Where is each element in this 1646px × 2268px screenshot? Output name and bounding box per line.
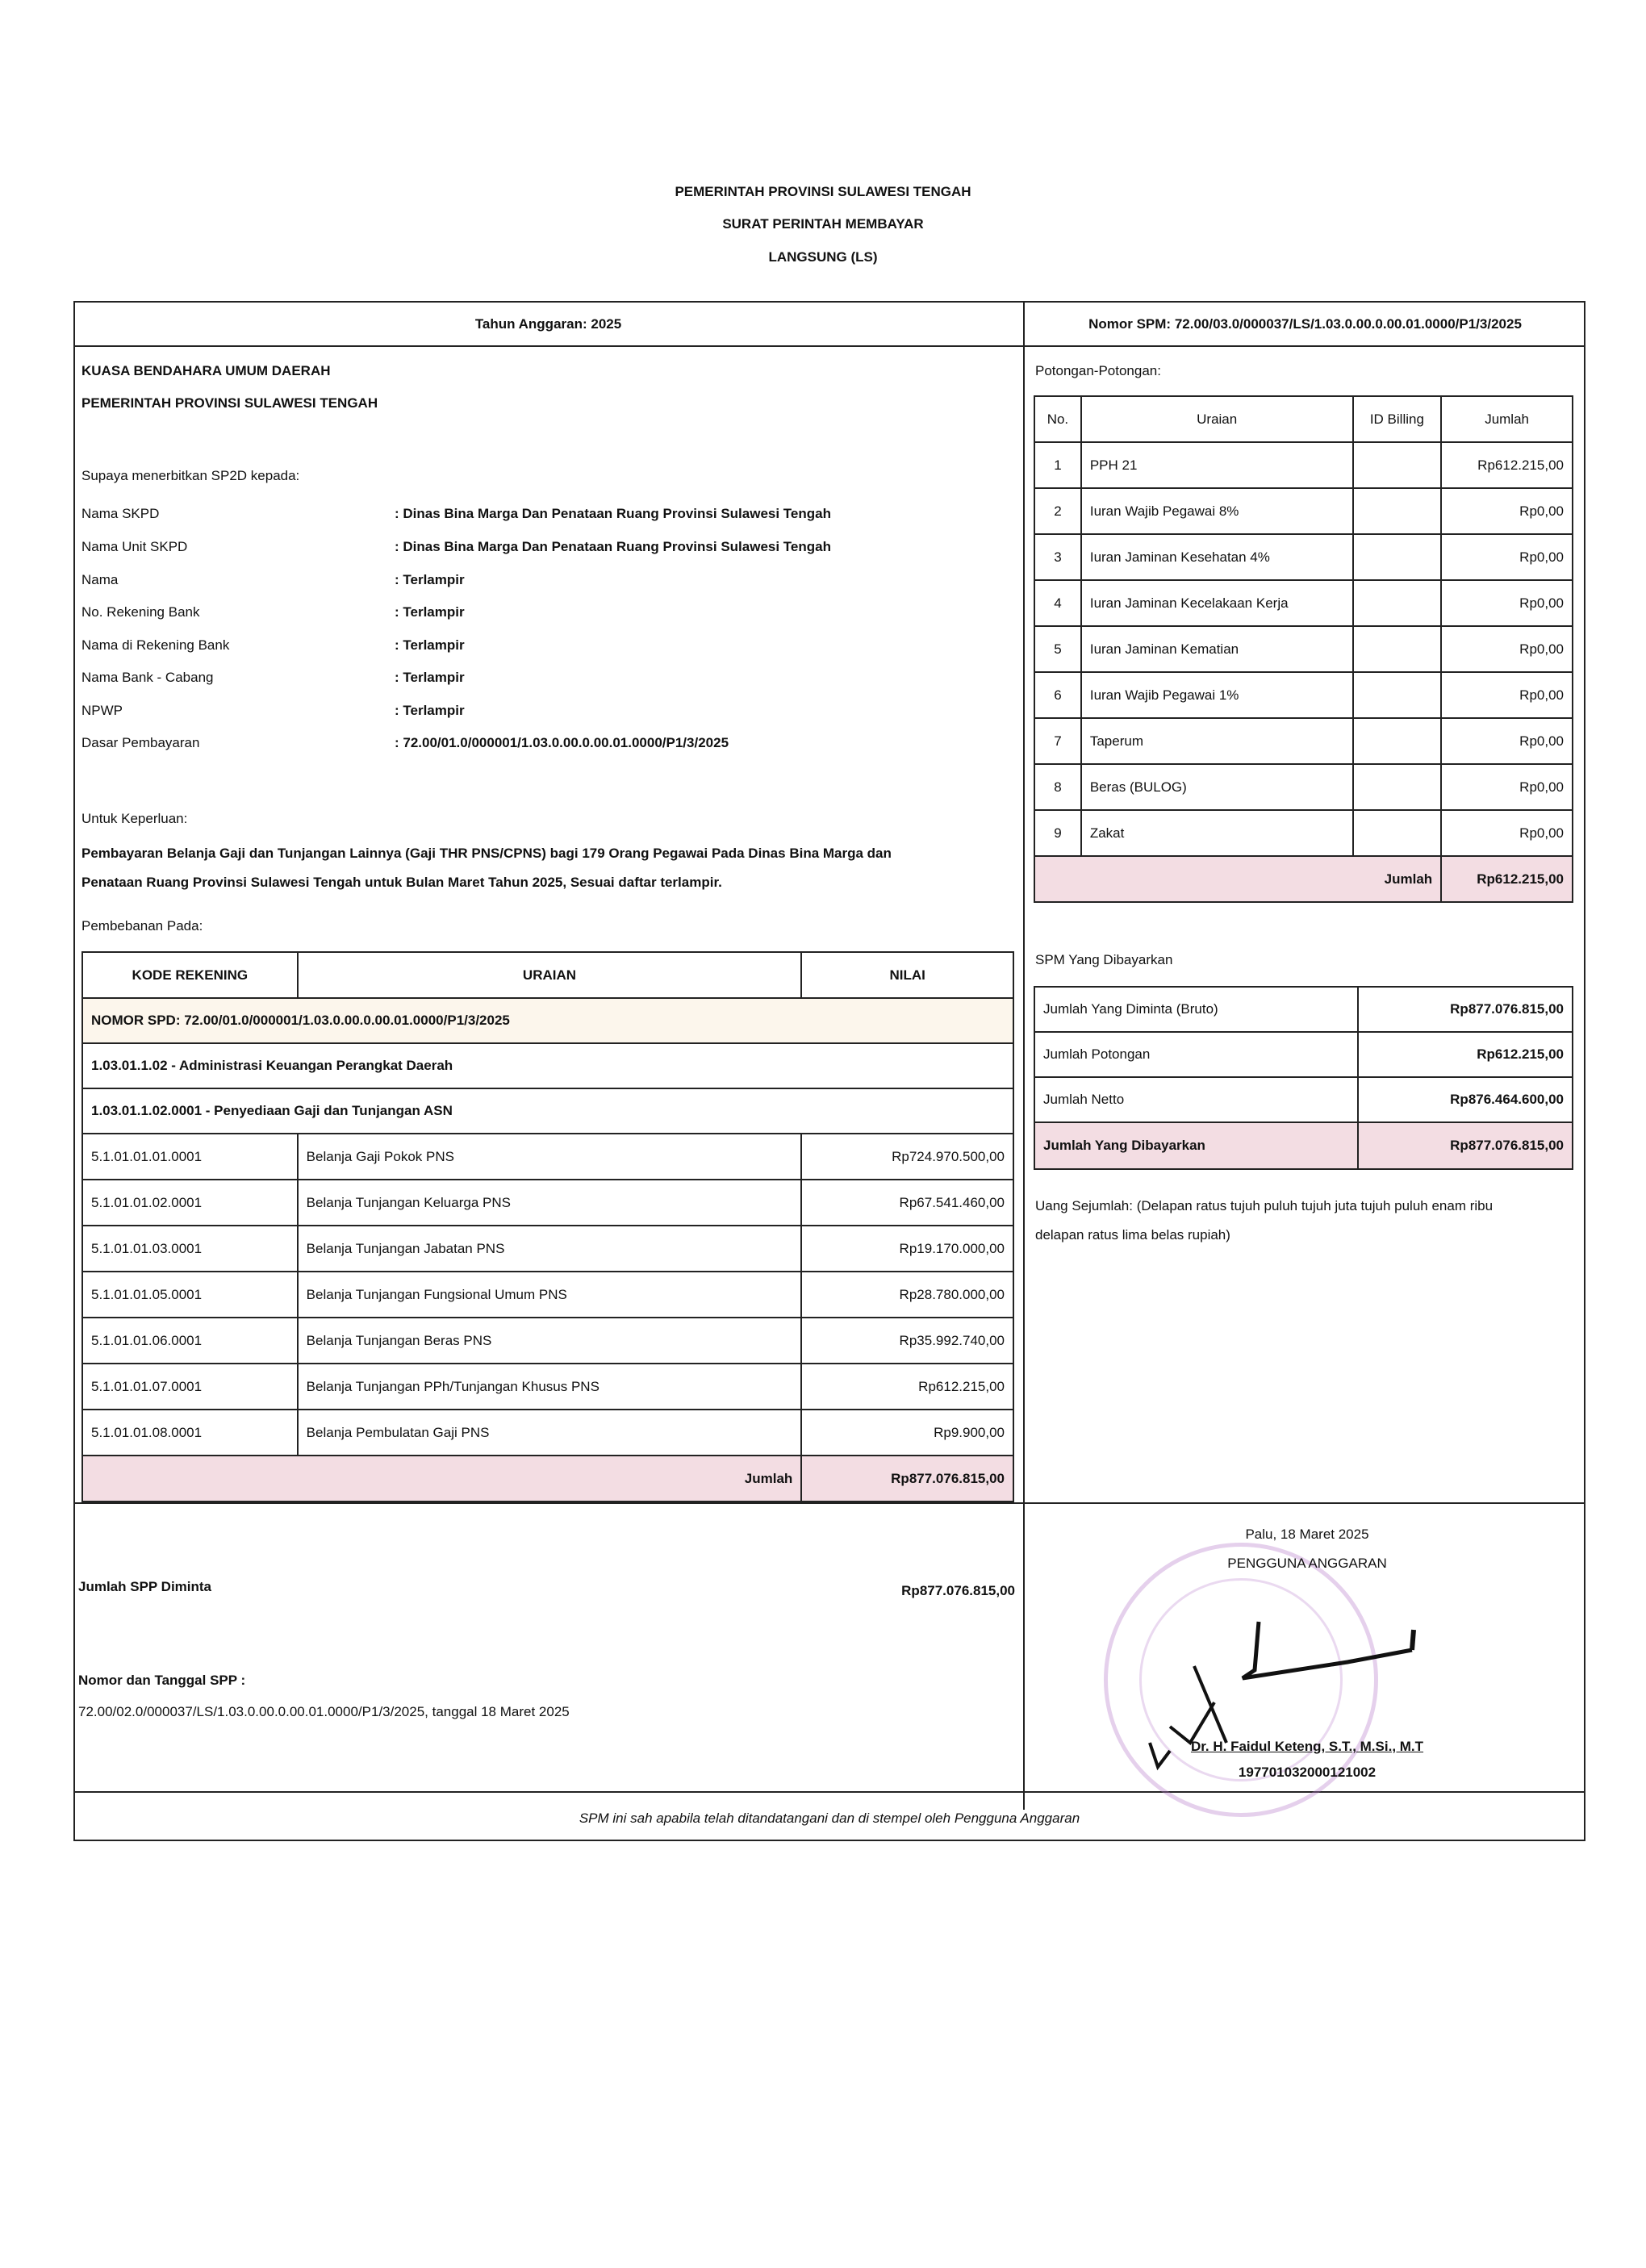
col-header-uraian: Uraian bbox=[1081, 396, 1353, 442]
terbilang-line1: (Delapan ratus tujuh puluh tujuh juta tujuh puluh enam ribu bbox=[1136, 1198, 1494, 1213]
pembebanan-table bbox=[81, 951, 1014, 1502]
row-jumlah: Rp0,00 bbox=[1441, 764, 1573, 810]
table-row bbox=[1034, 534, 1573, 580]
row-jumlah: Rp612.215,00 bbox=[1441, 442, 1573, 488]
col-header-uraian: URAIAN bbox=[298, 952, 802, 998]
table-row bbox=[1034, 580, 1573, 626]
row-jumlah: Rp0,00 bbox=[1441, 580, 1573, 626]
field-value: : Terlampir bbox=[395, 604, 465, 620]
nomor-spp-value: 72.00/02.0/000037/LS/1.03.0.00.0.00.01.0000/P1/3/2025, tanggal 18 Maret 2025 bbox=[78, 1704, 570, 1719]
netto-value: Rp876.464.600,00 bbox=[1358, 1077, 1573, 1122]
potongan-table bbox=[1034, 395, 1573, 903]
table-row bbox=[1034, 987, 1573, 1032]
kegiatan-row: 1.03.01.1.02.0001 - Penyediaan Gaji dan Tunjangan ASN bbox=[82, 1088, 1013, 1134]
field-value: : Terlampir bbox=[395, 572, 465, 587]
keperluan-line1: Pembayaran Belanja Gaji dan Tunjangan Lainnya (Gaji THR PNS/CPNS) bagi 179 Orang Pegawai Pada Dinas Bina Marga dan bbox=[81, 846, 892, 861]
table-row bbox=[82, 1226, 1013, 1272]
row-billing bbox=[1353, 718, 1442, 764]
table-row bbox=[82, 1272, 1013, 1318]
table-row bbox=[1034, 442, 1573, 488]
row-uraian: Beras (BULOG) bbox=[1081, 764, 1353, 810]
terbilang-line2: delapan ratus lima belas rupiah) bbox=[1035, 1227, 1230, 1243]
field-label: Nama bbox=[81, 572, 119, 587]
sign-nip: 197701032000121002 bbox=[1238, 1765, 1377, 1780]
table-row bbox=[1034, 1032, 1573, 1077]
nomor-spm: Nomor SPM: 72.00/03.0/000037/LS/1.03.0.00.0.00.01.0000/P1/3/2025 bbox=[1088, 316, 1522, 332]
table-row bbox=[82, 1410, 1013, 1456]
sign-place-date: Palu, 18 Maret 2025 bbox=[1245, 1527, 1369, 1542]
row-uraian: Iuran Wajib Pegawai 8% bbox=[1081, 488, 1353, 534]
potongan-sum-label: Jumlah Potongan bbox=[1034, 1032, 1358, 1077]
row-nilai: Rp724.970.500,00 bbox=[801, 1134, 1013, 1180]
terbilang-block bbox=[1035, 1198, 1493, 1214]
sp2d-intro: Supaya menerbitkan SP2D kepada: bbox=[81, 468, 300, 483]
field-label: No. Rekening Bank bbox=[81, 604, 200, 620]
row-kode: 5.1.01.01.05.0001 bbox=[82, 1272, 298, 1318]
col-header-no: No. bbox=[1034, 396, 1081, 442]
potongan-total-label: Jumlah bbox=[1034, 856, 1441, 902]
row-uraian: Belanja Tunjangan PPh/Tunjangan Khusus PNS bbox=[298, 1364, 802, 1410]
row-uraian: Belanja Pembulatan Gaji PNS bbox=[298, 1410, 802, 1456]
row-no: 1 bbox=[1034, 442, 1081, 488]
row-uraian: Zakat bbox=[1081, 810, 1353, 856]
row-uraian: Iuran Jaminan Kematian bbox=[1081, 626, 1353, 672]
potongan-sum-value: Rp612.215,00 bbox=[1358, 1032, 1573, 1077]
row-no: 9 bbox=[1034, 810, 1081, 856]
table-row bbox=[82, 1364, 1013, 1410]
table-row bbox=[1034, 764, 1573, 810]
field-value: : Terlampir bbox=[395, 670, 465, 685]
bottom-section-divider bbox=[73, 1502, 1585, 1504]
row-billing bbox=[1353, 626, 1442, 672]
row-no: 6 bbox=[1034, 672, 1081, 718]
row-no: 7 bbox=[1034, 718, 1081, 764]
row-billing bbox=[1353, 488, 1442, 534]
row-nilai: Rp612.215,00 bbox=[801, 1364, 1013, 1410]
field-value: : Terlampir bbox=[395, 637, 465, 653]
row-no: 5 bbox=[1034, 626, 1081, 672]
field-value: : Dinas Bina Marga Dan Penataan Ruang Provinsi Sulawesi Tengah bbox=[395, 506, 831, 521]
row-billing bbox=[1353, 810, 1442, 856]
table-row bbox=[82, 1180, 1013, 1226]
header-line3: LANGSUNG (LS) bbox=[768, 249, 878, 265]
col-header-nilai: NILAI bbox=[801, 952, 1013, 998]
sign-role: PENGGUNA ANGGARAN bbox=[1227, 1556, 1387, 1571]
row-jumlah: Rp0,00 bbox=[1441, 534, 1573, 580]
keperluan-line2: Penataan Ruang Provinsi Sulawesi Tengah untuk Bulan Maret Tahun 2025, Sesuai daftar terlampir. bbox=[81, 875, 722, 890]
program-row: 1.03.01.1.02 - Administrasi Keuangan Perangkat Daerah bbox=[82, 1043, 1013, 1088]
kuasa-title: KUASA BENDAHARA UMUM DAERAH bbox=[81, 363, 331, 378]
center-divider bbox=[1023, 301, 1025, 1810]
row-uraian: Taperum bbox=[1081, 718, 1353, 764]
row-uraian: Iuran Jaminan Kecelakaan Kerja bbox=[1081, 580, 1353, 626]
table-row bbox=[82, 1318, 1013, 1364]
table-row bbox=[1034, 1077, 1573, 1122]
field-label: Nama Bank - Cabang bbox=[81, 670, 214, 685]
bruto-value: Rp877.076.815,00 bbox=[1358, 987, 1573, 1032]
row-no: 4 bbox=[1034, 580, 1081, 626]
row-kode: 5.1.01.01.03.0001 bbox=[82, 1226, 298, 1272]
row-uraian: Belanja Tunjangan Jabatan PNS bbox=[298, 1226, 802, 1272]
pembebanan-label: Pembebanan Pada: bbox=[81, 918, 203, 934]
terbilang-label: Uang Sejumlah: bbox=[1035, 1198, 1133, 1213]
dibayarkan-table bbox=[1034, 986, 1573, 1170]
table-row bbox=[1034, 718, 1573, 764]
pembebanan-total-value: Rp877.076.815,00 bbox=[801, 1456, 1013, 1502]
field-value: : 72.00/01.0/000001/1.03.0.00.0.00.01.0000/P1/3/2025 bbox=[395, 735, 729, 750]
row-jumlah: Rp0,00 bbox=[1441, 718, 1573, 764]
handwritten-signature bbox=[1146, 1606, 1436, 1791]
row-nilai: Rp67.541.460,00 bbox=[801, 1180, 1013, 1226]
spp-value: Rp877.076.815,00 bbox=[901, 1583, 1015, 1598]
table-row bbox=[1034, 810, 1573, 856]
field-value: : Terlampir bbox=[395, 703, 465, 718]
tahun-anggaran: Tahun Anggaran: 2025 bbox=[474, 316, 622, 332]
row-kode: 5.1.01.01.02.0001 bbox=[82, 1180, 298, 1226]
row-nilai: Rp19.170.000,00 bbox=[801, 1226, 1013, 1272]
row-uraian: Belanja Tunjangan Fungsional Umum PNS bbox=[298, 1272, 802, 1318]
row-nilai: Rp9.900,00 bbox=[801, 1410, 1013, 1456]
table-row bbox=[82, 1134, 1013, 1180]
row-billing bbox=[1353, 534, 1442, 580]
field-label: Nama SKPD bbox=[81, 506, 160, 521]
col-header-jumlah: Jumlah bbox=[1441, 396, 1573, 442]
top-bar-divider bbox=[73, 345, 1585, 347]
col-header-billing: ID Billing bbox=[1353, 396, 1442, 442]
nomor-spp-label: Nomor dan Tanggal SPP : bbox=[78, 1673, 246, 1688]
dibayarkan-final-value: Rp877.076.815,00 bbox=[1358, 1122, 1573, 1169]
table-row bbox=[1034, 488, 1573, 534]
row-uraian: Belanja Gaji Pokok PNS bbox=[298, 1134, 802, 1180]
header-line2: SURAT PERINTAH MEMBAYAR bbox=[722, 216, 924, 232]
row-jumlah: Rp0,00 bbox=[1441, 810, 1573, 856]
field-value: : Dinas Bina Marga Dan Penataan Ruang Provinsi Sulawesi Tengah bbox=[395, 539, 831, 554]
col-header-kode: KODE REKENING bbox=[82, 952, 298, 998]
row-no: 2 bbox=[1034, 488, 1081, 534]
row-uraian: Iuran Wajib Pegawai 1% bbox=[1081, 672, 1353, 718]
field-label: Nama di Rekening Bank bbox=[81, 637, 230, 653]
row-kode: 5.1.01.01.06.0001 bbox=[82, 1318, 298, 1364]
row-kode: 5.1.01.01.01.0001 bbox=[82, 1134, 298, 1180]
dibayarkan-label: SPM Yang Dibayarkan bbox=[1035, 952, 1173, 967]
footer-note: SPM ini sah apabila telah ditandatangani dan di stempel oleh Pengguna Anggaran bbox=[579, 1811, 1080, 1826]
table-row bbox=[1034, 672, 1573, 718]
row-uraian: Belanja Tunjangan Keluarga PNS bbox=[298, 1180, 802, 1226]
footer-divider bbox=[73, 1791, 1585, 1793]
row-jumlah: Rp0,00 bbox=[1441, 626, 1573, 672]
row-nilai: Rp28.780.000,00 bbox=[801, 1272, 1013, 1318]
row-kode: 5.1.01.01.07.0001 bbox=[82, 1364, 298, 1410]
row-billing bbox=[1353, 672, 1442, 718]
pembebanan-total-label: Jumlah bbox=[82, 1456, 801, 1502]
sign-name: Dr. H. Faidul Keteng, S.T., M.Si., M.T bbox=[1190, 1739, 1424, 1754]
potongan-label: Potongan-Potongan: bbox=[1035, 363, 1161, 378]
row-billing bbox=[1353, 442, 1442, 488]
spd-row: NOMOR SPD: 72.00/01.0/000001/1.03.0.00.0.00.01.0000/P1/3/2025 bbox=[82, 998, 1013, 1043]
field-label: Dasar Pembayaran bbox=[81, 735, 200, 750]
dibayarkan-final-label: Jumlah Yang Dibayarkan bbox=[1034, 1122, 1358, 1169]
row-no: 8 bbox=[1034, 764, 1081, 810]
row-jumlah: Rp0,00 bbox=[1441, 672, 1573, 718]
field-label: NPWP bbox=[81, 703, 123, 718]
row-uraian: Iuran Jaminan Kesehatan 4% bbox=[1081, 534, 1353, 580]
table-row bbox=[1034, 626, 1573, 672]
row-billing bbox=[1353, 580, 1442, 626]
row-nilai: Rp35.992.740,00 bbox=[801, 1318, 1013, 1364]
row-no: 3 bbox=[1034, 534, 1081, 580]
row-kode: 5.1.01.01.08.0001 bbox=[82, 1410, 298, 1456]
field-label: Nama Unit SKPD bbox=[81, 539, 188, 554]
netto-label: Jumlah Netto bbox=[1034, 1077, 1358, 1122]
spp-label: Jumlah SPP Diminta bbox=[78, 1579, 212, 1594]
potongan-total-value: Rp612.215,00 bbox=[1441, 856, 1573, 902]
row-billing bbox=[1353, 764, 1442, 810]
pemerintah-title: PEMERINTAH PROVINSI SULAWESI TENGAH bbox=[81, 395, 378, 411]
row-uraian: PPH 21 bbox=[1081, 442, 1353, 488]
keperluan-label: Untuk Keperluan: bbox=[81, 811, 188, 826]
bruto-label: Jumlah Yang Diminta (Bruto) bbox=[1034, 987, 1358, 1032]
row-uraian: Belanja Tunjangan Beras PNS bbox=[298, 1318, 802, 1364]
row-jumlah: Rp0,00 bbox=[1441, 488, 1573, 534]
header-line1: PEMERINTAH PROVINSI SULAWESI TENGAH bbox=[675, 184, 971, 199]
